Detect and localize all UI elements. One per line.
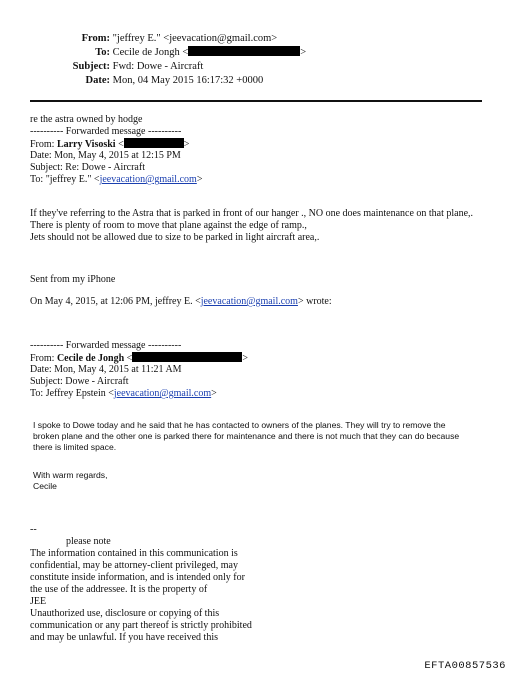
email-link[interactable]: jeevacation@gmail.com bbox=[200, 296, 298, 307]
disclaimer-line: constitute inside information, and is intended only for bbox=[30, 572, 245, 583]
from-label: From: bbox=[81, 33, 110, 44]
header-divider bbox=[30, 100, 482, 102]
header-subject-row bbox=[30, 60, 203, 73]
forward-subject: Subject: Re: Dowe - Aircraft bbox=[30, 162, 145, 173]
forward-to-prefix: To: "jeffrey E." < bbox=[30, 174, 100, 185]
forward-from-open: < bbox=[115, 139, 124, 150]
disclaimer-line: the use of the addressee. It is the property of bbox=[30, 584, 208, 595]
forward-from-label: From: bbox=[30, 139, 57, 150]
redaction-box bbox=[188, 46, 300, 56]
to-close: > bbox=[300, 47, 307, 58]
wrote-suffix: > wrote: bbox=[297, 296, 332, 307]
subject-label: Subject: bbox=[72, 61, 110, 72]
forward-from-close: > bbox=[183, 139, 190, 150]
header-from-row bbox=[30, 32, 277, 45]
forward-separator: ---------- Forwarded message ---------- bbox=[30, 126, 182, 137]
forward-to-row bbox=[30, 174, 202, 187]
date-value: Mon, 04 May 2015 16:17:32 +0000 bbox=[112, 75, 264, 86]
forward-to-suffix: > bbox=[211, 388, 217, 399]
redaction-box bbox=[124, 138, 184, 148]
sent-from-text: Sent from my iPhone bbox=[30, 274, 116, 285]
disclaimer-line: The information contained in this communication is bbox=[30, 548, 238, 559]
disclaimer-line: and may be unlawful. If you have received this bbox=[30, 632, 218, 643]
intro-text: re the astra owned by hodge bbox=[30, 114, 143, 125]
header-to-row bbox=[30, 46, 306, 59]
disclaimer-line: please note bbox=[66, 536, 111, 547]
from-value: "jeffrey E." <jeevacation@gmail.com> bbox=[112, 33, 278, 44]
body-line: I spoke to Dowe today and he said that he has contacted to owners of the planes. They will try to remove the bbox=[33, 420, 446, 430]
forward-to-suffix: > bbox=[196, 174, 203, 185]
body-line: There is plenty of room to move that plane against the edge of ramp., bbox=[30, 220, 307, 231]
forward-date: Date: Mon, May 4, 2015 at 12:15 PM bbox=[30, 150, 181, 161]
regards-text: With warm regards, bbox=[33, 470, 108, 480]
signature-name: Cecile bbox=[33, 481, 57, 491]
forward-from-close: > bbox=[242, 353, 248, 364]
to-label: To: bbox=[95, 47, 110, 58]
disclaimer-line: communication or any part thereof is strictly prohibited bbox=[30, 620, 252, 631]
forward-from-label: From: bbox=[30, 353, 57, 364]
forward-date: Date: Mon, May 4, 2015 at 11:21 AM bbox=[30, 364, 182, 375]
body-line: broken plane and the other one is parked there for maintenance and there is not much that they can do because bbox=[33, 431, 460, 441]
body-line: Jets should not be allowed due to size to be parked in light aircraft area,. bbox=[30, 232, 320, 243]
forward-to-row bbox=[30, 388, 217, 401]
wrote-line bbox=[30, 296, 332, 309]
subject-value: Fwd: Dowe - Aircraft bbox=[112, 61, 204, 72]
disclaimer-line: JEE bbox=[30, 596, 47, 607]
signature-dash: -- bbox=[30, 524, 37, 535]
forward-from-name: Larry Visoski bbox=[56, 139, 116, 150]
forward-to-prefix: To: Jeffrey Epstein < bbox=[30, 388, 114, 399]
forward-separator: ---------- Forwarded message ---------- bbox=[30, 340, 182, 351]
date-label: Date: bbox=[85, 75, 110, 86]
header-date-row bbox=[30, 74, 263, 87]
email-link[interactable]: jeevacation@gmail.com bbox=[99, 174, 197, 185]
body-line: If they've referring to the Astra that is parked in front of our hanger ., NO one does maintenance on that plane,. bbox=[30, 208, 474, 219]
redaction-box bbox=[132, 352, 242, 362]
document-id: EFTA00857536 bbox=[424, 660, 506, 672]
to-name: Cecile de Jongh < bbox=[112, 47, 189, 58]
disclaimer-line: Unauthorized use, disclosure or copying of this bbox=[30, 608, 220, 619]
forward-from-name: Cecile de Jongh bbox=[56, 353, 125, 364]
email-link[interactable]: jeevacation@gmail.com bbox=[113, 388, 212, 399]
wrote-prefix: On May 4, 2015, at 12:06 PM, jeffrey E. < bbox=[30, 296, 201, 307]
disclaimer-line: confidential, may be attorney-client privileged, may bbox=[30, 560, 238, 571]
forward-subject: Subject: Dowe - Aircraft bbox=[30, 376, 129, 387]
forward-from-open: < bbox=[124, 353, 133, 364]
body-line: there is limited space. bbox=[33, 442, 117, 452]
